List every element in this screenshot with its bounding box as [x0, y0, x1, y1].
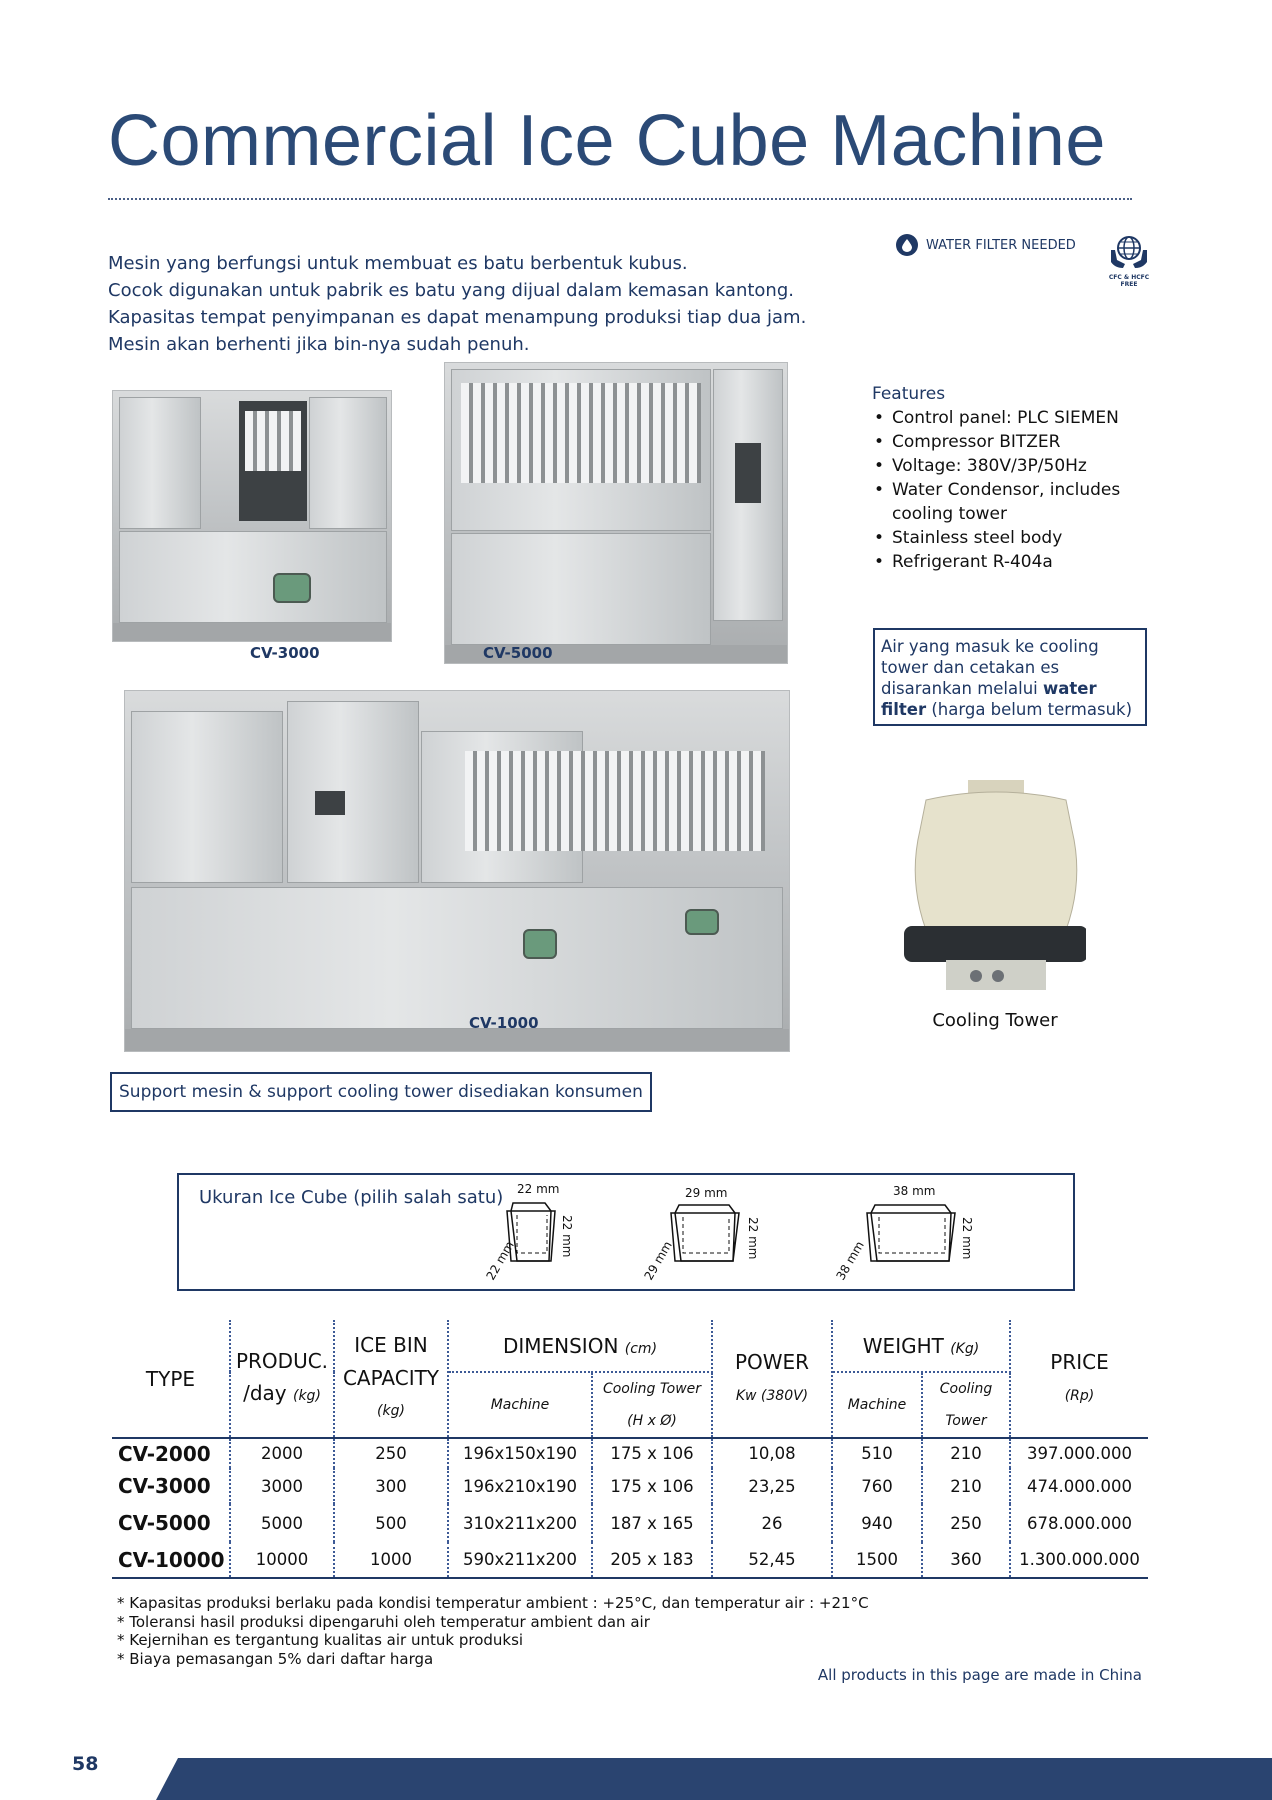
intro-line: Kapasitas tempat penyimpanan es dapat menampung produksi tiap dua jam. — [108, 307, 807, 328]
cfc-free-badge — [1104, 234, 1154, 288]
ice-cube-sizes — [177, 1173, 1075, 1291]
table-row: CV-3000 3000 300 196x210x190 175 x 106 23,25 760 210 474.000.000 — [112, 1468, 1148, 1504]
features-heading: Features — [872, 384, 946, 404]
cube-height-label: 22 mm — [560, 1215, 574, 1258]
note-bold: water filter — [881, 679, 1097, 719]
made-in-note: All products in this page are made in China — [817, 1666, 1142, 1684]
footnote: * Toleransi hasil produksi dipengaruhi oleh temperatur ambient dan air — [117, 1612, 650, 1631]
cube-depth-label: 29 mm — [641, 1238, 675, 1283]
cv5000-photo — [444, 362, 788, 664]
th-type: TYPE — [112, 1320, 230, 1438]
feature-item: • Compressor BITZER — [892, 430, 1142, 454]
cube-width-label: 29 mm — [685, 1186, 728, 1200]
cv5000-caption: CV-5000 — [483, 644, 553, 662]
footnote: * Biaya pemasangan 5% dari daftar harga — [117, 1649, 434, 1668]
table-row: CV-5000 5000 500 310x211x200 187 x 165 26 940 250 678.000.000 — [112, 1504, 1148, 1542]
cube-width-label: 38 mm — [893, 1184, 936, 1198]
footnote: * Kapasitas produksi berlaku pada kondisi temperatur ambient : +25°C, dan temperatur air : +21°C — [117, 1594, 869, 1612]
ice-cube-38 — [829, 1183, 989, 1289]
cv3000-photo — [112, 390, 392, 642]
footnote: * Kejernihan es tergantung kualitas air untuk produksi — [117, 1631, 524, 1649]
cube-depth-label: 38 mm — [833, 1238, 867, 1283]
note-text: Air yang masuk ke cooling tower dan cetakan es disarankan melalui — [881, 637, 1099, 698]
water-filter-label: WATER FILTER NEEDED — [926, 237, 1076, 253]
spec-table — [112, 1320, 1148, 1579]
ice-cube-29 — [635, 1185, 775, 1289]
cube-width-label: 22 mm — [517, 1182, 560, 1196]
page-number: 58 — [72, 1753, 99, 1775]
cooling-tower-photo — [886, 770, 1086, 1000]
cube-height-label: 22 mm — [960, 1217, 974, 1260]
th-price: PRICE (Rp) — [1050, 1349, 1109, 1404]
footnotes — [117, 1594, 869, 1668]
intro-line: Mesin yang berfungsi untuk membuat es batu berbentuk kubus. — [108, 253, 688, 274]
note-text-end: (harga belum termasuk) — [926, 700, 1133, 719]
ice-cube-label: Ukuran Ice Cube (pilih salah satu) — [199, 1187, 504, 1208]
feature-item: • Water Condensor, includes cooling tower — [892, 478, 1142, 526]
cube-depth-label: 22 mm — [483, 1238, 517, 1283]
table-row: CV-2000 2000 250 196x150x190 175 x 106 10,08 510 210 397.000.000 — [112, 1438, 1148, 1468]
feature-item: • Control panel: PLC SIEMEN — [892, 406, 1142, 430]
intro-text — [108, 250, 806, 358]
th-weight: WEIGHT (Kg) — [832, 1320, 1010, 1372]
th-weight-machine: Machine — [832, 1372, 922, 1438]
globe-hands-icon — [1107, 234, 1151, 272]
cfc-text-1: CFC & HCFC — [1108, 274, 1150, 281]
water-drop-icon — [896, 234, 918, 256]
cfc-text-2: FREE — [1120, 281, 1138, 288]
features-list — [872, 382, 1142, 574]
water-filter-badge — [896, 234, 1076, 256]
cv3000-caption: CV-3000 — [250, 644, 320, 662]
intro-line: Cocok digunakan untuk pabrik es batu yang dijual dalam kemasan kantong. — [108, 280, 794, 301]
cv1000-caption: CV-1000 — [469, 1014, 539, 1032]
th-dimension: DIMENSION (cm) — [448, 1320, 712, 1372]
th-dim-machine: Machine — [448, 1372, 592, 1438]
cooling-tower-caption: Cooling Tower — [932, 1010, 1058, 1031]
title-divider — [108, 198, 1132, 200]
th-production: PRODUC. /day (kg) — [230, 1320, 334, 1438]
page-title: Commercial Ice Cube Machine — [108, 101, 1106, 181]
cv1000-photo — [124, 690, 790, 1052]
feature-item: • Stainless steel body — [892, 526, 1142, 550]
th-weight-tower: Cooling Tower — [922, 1372, 1010, 1438]
th-power: POWER Kw (380V) — [712, 1320, 832, 1438]
ice-cube-22 — [479, 1181, 599, 1289]
cube-height-label: 22 mm — [746, 1217, 760, 1260]
table-row: CV-10000 10000 1000 590x211x200 205 x 183 52,45 1500 360 1.300.000.000 — [112, 1542, 1148, 1578]
feature-item: • Voltage: 380V/3P/50Hz — [892, 454, 1142, 478]
water-filter-note — [873, 628, 1147, 726]
footer-band — [0, 1758, 1272, 1800]
th-ice-bin: ICE BIN CAPACITY (kg) — [334, 1320, 448, 1438]
intro-line: Mesin akan berhenti jika bin-nya sudah penuh. — [108, 334, 530, 355]
support-note: Support mesin & support cooling tower disediakan konsumen — [110, 1072, 652, 1112]
feature-item: • Refrigerant R-404a — [892, 550, 1142, 574]
th-dim-tower: Cooling Tower (H x Ø) — [592, 1372, 712, 1438]
